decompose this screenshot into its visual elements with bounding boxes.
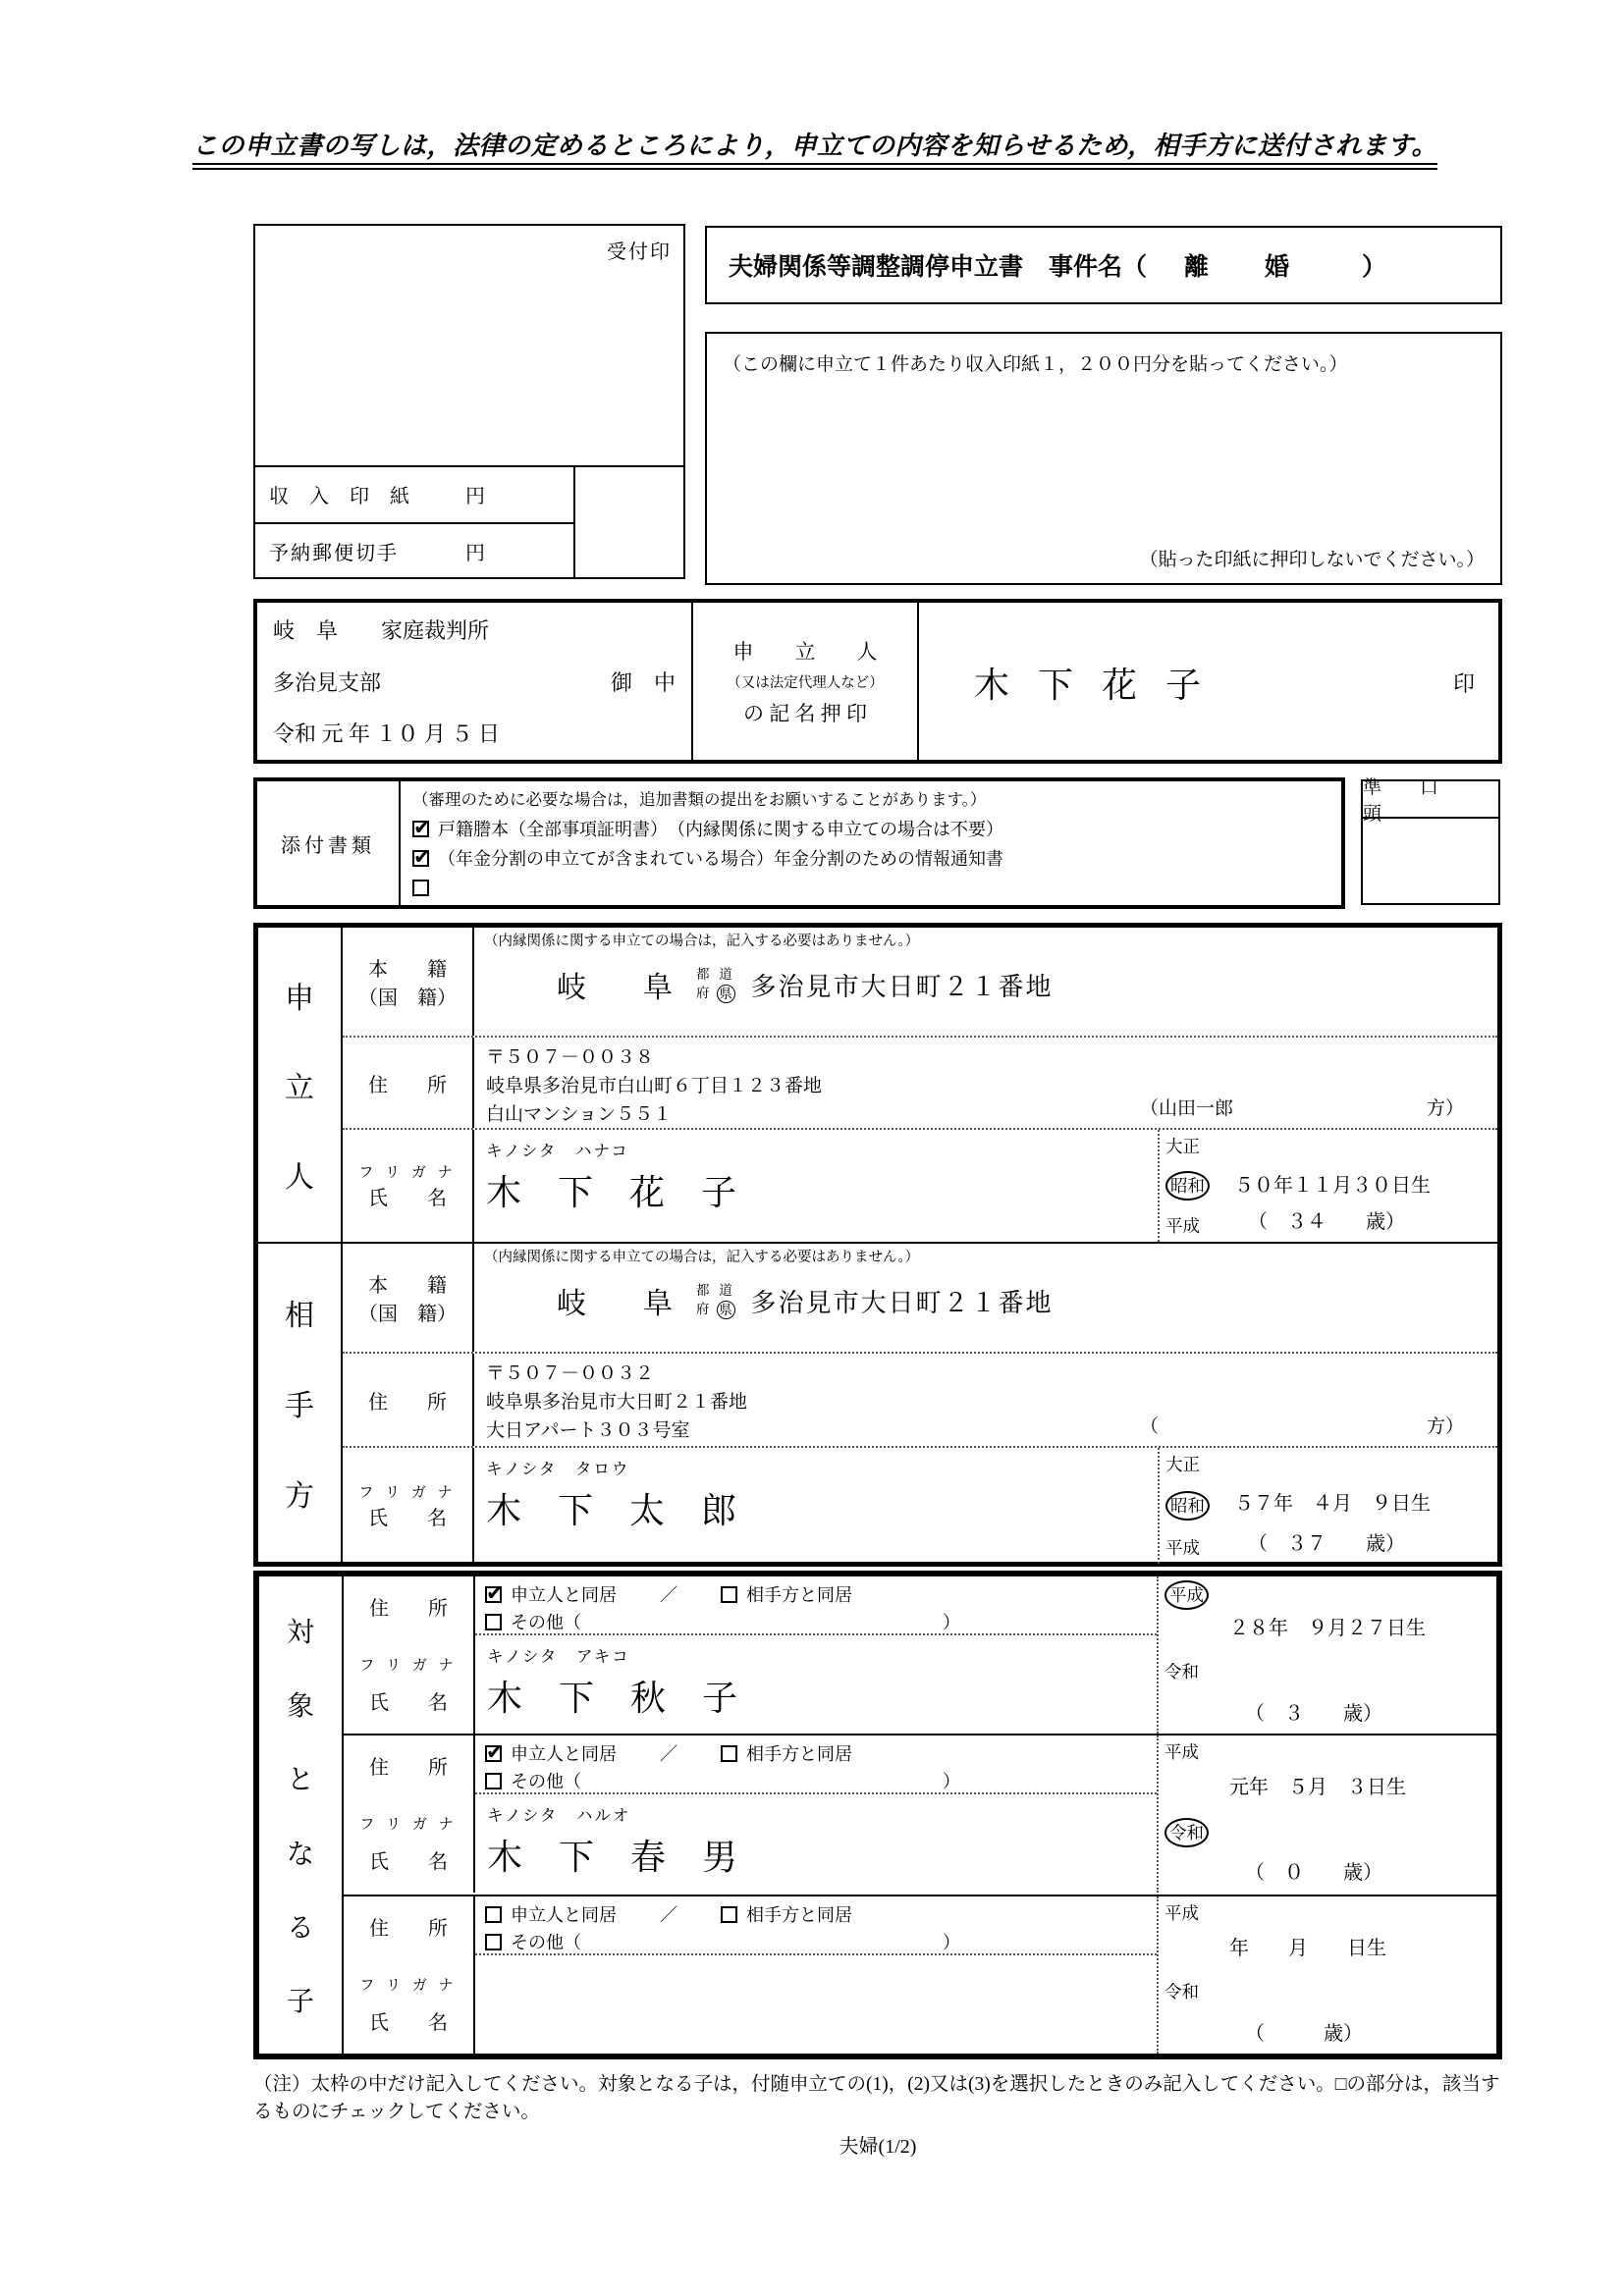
postal-code: 〒５０７－００３２ [486, 1363, 655, 1384]
attachment-item-label: 戸籍謄本（全部事項証明書） （内縁関係に関する申立ての場合は不要） [438, 820, 1003, 839]
child-name-value [475, 1955, 1157, 2054]
applicant-address-row [343, 1038, 1497, 1130]
child-row-1 [344, 1576, 1496, 1734]
address-line1: 岐阜県多治見市白山町６丁目１２３番地 [486, 1076, 823, 1096]
checkbox-other [485, 1934, 502, 1950]
name-field-label: フ リ ガ ナ 氏 名 [343, 1448, 474, 1564]
era-option: 令和 [1164, 1662, 1199, 1682]
todofuken-selected: 県 [717, 985, 735, 1003]
checkbox-other [485, 1773, 502, 1789]
checkbox-family-register [412, 821, 429, 837]
name-value: 木 下 花 子 [486, 1173, 751, 1212]
birth-date: ５７年 ４月 ９日生 [1234, 1493, 1431, 1515]
applicant-name-row [343, 1130, 1497, 1242]
respondent-side-label: 相 手 方 [258, 1244, 343, 1562]
signature-cell [919, 603, 1498, 760]
child-name-label: フ リ ガ ナ 氏 名 [344, 1955, 475, 2054]
postal-code: 〒５０７－００３８ [486, 1047, 655, 1068]
case-name-value: 離 婚 [1184, 253, 1306, 281]
revenue-stamp-label: 収 入 印 紙 [269, 486, 417, 507]
era-option: 平成 [1164, 1742, 1199, 1762]
era-option: 令和 [1164, 1982, 1199, 2002]
applicant-section [258, 928, 1497, 1242]
semi-oral-box [1361, 779, 1500, 905]
child-address-label: 住 所 [344, 1735, 475, 1794]
era-selected: 昭和 [1165, 1491, 1210, 1521]
party-label: 申 立 人 [732, 639, 878, 664]
respondent-birth-cell [1158, 1448, 1497, 1564]
todofuken-selected: 県 [717, 1301, 735, 1319]
todofuken-selector: 都 道 府 県 [696, 1282, 735, 1319]
applicant-side-label: 申 立 人 [258, 928, 343, 1242]
era-selected: 令和 [1164, 1818, 1209, 1847]
yen-unit: 円 [465, 543, 485, 564]
children-table [253, 1571, 1502, 2059]
applicant-registry-value [474, 928, 1497, 1036]
checkbox-with-applicant [485, 1745, 502, 1762]
name-value: 木 下 秋 子 [487, 1679, 752, 1718]
respondent-registry-value [474, 1244, 1497, 1352]
applicant-birth-cell [1158, 1130, 1497, 1242]
address-line1: 岐阜県多治見市大日町２１番地 [486, 1392, 748, 1413]
furigana-value: キノシタ タロウ [486, 1460, 630, 1478]
birth-date: ５０年１１月３０日生 [1234, 1175, 1431, 1197]
applicant-address-value [474, 1038, 1497, 1128]
birth-date: ２８年 ９月２７日生 [1229, 1618, 1426, 1639]
party-label2: の 記 名 押 印 [743, 701, 867, 725]
revenue-stamp-row [255, 465, 573, 522]
filing-date: 令和 元 年 １０ 月 ５ 日 [273, 721, 501, 746]
party-label-cell [693, 603, 919, 760]
era-options: 大正 昭和 平成 [1165, 1452, 1210, 1560]
attachments-note: （審理のために必要な場合は，追加書類の提出をお願いすることがあります。） [412, 790, 987, 809]
era-selected: 昭和 [1165, 1171, 1210, 1201]
registry-prefecture: 岐 阜 [557, 972, 686, 1004]
case-name-suffix: ） [1362, 253, 1387, 281]
form-title: 夫婦関係等調整調停申立書 [729, 253, 1024, 281]
child-row-3 [344, 1895, 1496, 2054]
court-honorific: 御 中 [610, 669, 676, 695]
checkbox-pension-notice [412, 850, 429, 867]
address-line2: 大日アパート３０３号室 [486, 1420, 690, 1441]
child-address-label: 住 所 [344, 1896, 475, 1955]
age-value: （ 歳） [1245, 2023, 1363, 2045]
applicant-name-value [474, 1130, 1158, 1242]
registry-note: （内縁関係に関する申立ての場合は，記入する必要はありません。） [484, 1250, 920, 1265]
registry-prefecture: 岐 阜 [557, 1288, 686, 1320]
child-birth-cell [1157, 1576, 1496, 1734]
address-field-label: 住 所 [343, 1038, 474, 1128]
stamp-caution: （貼った印紙に押印しないでください。） [1139, 550, 1485, 570]
furigana-value: キノシタ ハナコ [486, 1142, 629, 1160]
yen-unit: 円 [465, 486, 485, 507]
semi-oral-label: 準 口 頭 [1363, 781, 1498, 819]
child-row-2 [344, 1734, 1496, 1893]
era-selected: 平成 [1164, 1580, 1209, 1610]
child-residence: ✔ 申立人と同居 ／ 相手方と同居 その他（ ） [475, 1576, 1157, 1635]
party-table [253, 923, 1502, 1567]
checkbox-with-applicant [485, 1906, 502, 1923]
copy-notice [147, 126, 1483, 162]
child-birth-cell [1157, 1735, 1496, 1893]
attachments-box [253, 777, 1345, 909]
respondent-name-row [343, 1448, 1497, 1564]
attachment-item-label: （年金分割の申立てが含まれている場合）年金分割のための情報通知書 [438, 849, 1003, 869]
court-box [253, 599, 1502, 764]
registry-note: （内縁関係に関する申立ての場合は，記入する必要はありません。） [484, 934, 920, 949]
court-cell [257, 603, 693, 760]
child-address-label: 住 所 [344, 1576, 475, 1635]
children-side-label: 対 象 と な る 子 [259, 1576, 344, 2054]
prepaid-postage-label: 予納郵便切手 [269, 543, 399, 564]
court-branch: 多治見支部 [273, 669, 382, 695]
respondent-address-value [474, 1354, 1497, 1446]
form-title-box [705, 226, 1502, 304]
age-value: （ ３ 歳） [1245, 1703, 1382, 1725]
stamp-instruction: （この欄に申立て１件あたり収入印紙１，２００円分を貼ってください。） [723, 354, 1348, 375]
child-residence: ✔ 申立人と同居 ／ 相手方と同居 その他（ ） [475, 1735, 1157, 1794]
era-options: 大正 昭和 平成 [1165, 1134, 1210, 1238]
footer-note: （注）太枠の中だけ記入してください。対象となる子は，付随申立ての(1)，(2)又は(3)を選択したときのみ記入してください。□の部分は，該当するものにチェックしてください。 [253, 2074, 1500, 2122]
child-name-value [475, 1635, 1157, 1734]
registry-address: 多治見市大日町２１番地 [750, 972, 1054, 1001]
child-birth-cell [1157, 1896, 1496, 2054]
checkbox-other [485, 1614, 502, 1630]
divider [573, 465, 575, 577]
checkbox-with-respondent [721, 1906, 737, 1923]
respondent-address-row [343, 1354, 1497, 1448]
attachment-item [412, 814, 1329, 843]
respondent-registry-row [343, 1244, 1497, 1354]
checkbox-with-respondent [721, 1745, 737, 1762]
checkbox-with-applicant [485, 1586, 502, 1603]
child-name-value [475, 1794, 1157, 1893]
applicant-signature: 木 下 花 子 [974, 666, 1212, 705]
seal-mark: 印 [1452, 671, 1475, 696]
birth-date: 元年 ５月 ３日生 [1229, 1777, 1406, 1798]
respondent-section [258, 1242, 1497, 1562]
case-name-prefix: 事件名（ [1049, 253, 1148, 281]
todofuken-selector: 都 道 府 県 [696, 966, 735, 1003]
attachment-item [412, 873, 1329, 902]
address-field-label: 住 所 [343, 1354, 474, 1446]
age-value: （ ３４ 歳） [1248, 1211, 1405, 1233]
stamp-paste-area [705, 332, 1502, 585]
age-value: （ ０ 歳） [1245, 1862, 1382, 1884]
attachments-label: 添付書類 [257, 781, 401, 905]
name-field-label: フ リ ガ ナ 氏 名 [343, 1130, 474, 1242]
care-of: （山田一郎 方） [1140, 1098, 1464, 1119]
applicant-registry-row [343, 928, 1497, 1038]
address-line2: 白山マンション５５１ [486, 1104, 673, 1125]
era-option: 平成 [1164, 1903, 1199, 1923]
name-value: 木 下 太 郎 [486, 1491, 751, 1530]
child-name-label: フ リ ガ ナ 氏 名 [344, 1635, 475, 1734]
registry-field-label: 本 籍 （国 籍） [343, 1244, 474, 1352]
furigana-value: キノシタ アキコ [487, 1647, 630, 1666]
court-name: 岐 阜 家庭裁判所 [273, 618, 490, 643]
prepaid-postage-row [255, 522, 573, 579]
receipt-stamp-label: 受付印 [607, 241, 672, 263]
checkbox-with-respondent [721, 1586, 737, 1603]
receipt-stamp-box [253, 224, 685, 579]
respondent-name-value [474, 1448, 1158, 1564]
name-value: 木 下 春 男 [487, 1838, 752, 1877]
checkbox-blank [412, 880, 429, 896]
care-of: （ 方） [1140, 1416, 1464, 1437]
registry-address: 多治見市大日町２１番地 [750, 1288, 1054, 1317]
child-residence: 申立人と同居 ／ 相手方と同居 その他（ ） [475, 1896, 1157, 1955]
furigana-value: キノシタ ハルオ [487, 1806, 631, 1825]
registry-field-label: 本 籍 （国 籍） [343, 928, 474, 1036]
child-name-label: フ リ ガ ナ 氏 名 [344, 1794, 475, 1893]
party-sublabel: （又は法定代理人など） [727, 674, 884, 691]
copy-notice-text: この申立書の写しは，法律の定めるところにより，申立ての内容を知らせるため，相手方に送付されます。 [192, 131, 1437, 170]
attachment-item [412, 843, 1329, 873]
attachments-content [401, 781, 1341, 907]
page-label: 夫婦(1/2) [839, 2136, 917, 2158]
birth-date: 年 月 日生 [1229, 1938, 1386, 1959]
age-value: （ ３７ 歳） [1248, 1533, 1405, 1555]
